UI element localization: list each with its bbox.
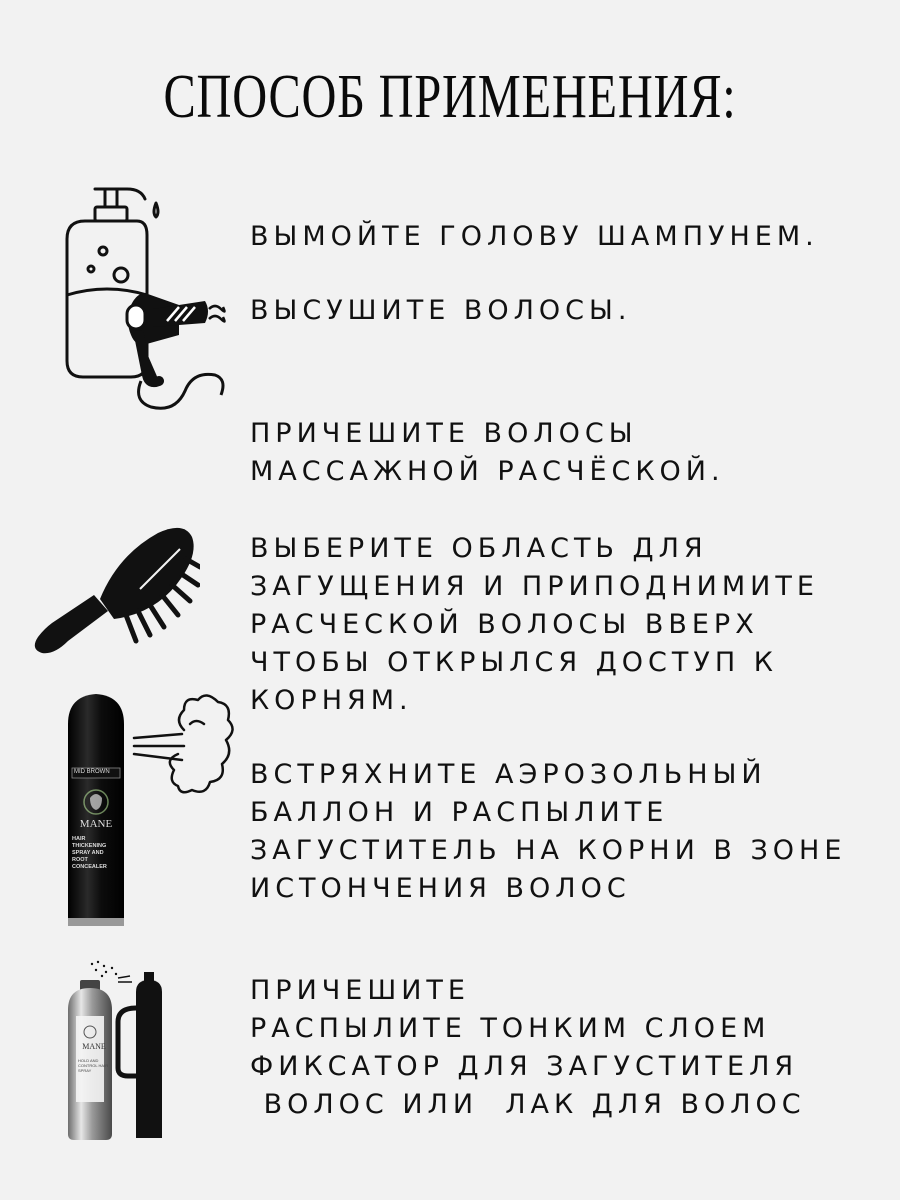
step-2-text: ВЫСУШИТЕ ВОЛОСЫ. [250, 295, 632, 326]
product-can [60, 690, 132, 930]
page-title: СПОСОБ ПРИМЕНЕНИЯ: [163, 63, 737, 131]
hair-dryer-icon [127, 293, 225, 408]
step-5-text: ВСТРЯХНИТЕ АЭРОЗОЛЬНЫЙ БАЛЛОН И РАСПЫЛИТЕ ЗАГУСТИТЕЛЬ НА КОРНИ В ЗОНЕ ИСТОНЧЕНИЯ ВОЛОС [250, 759, 847, 904]
fixer-can-brand: MANE [82, 1042, 106, 1051]
step-6-text: ПРИЧЕШИТЕ РАСПЫЛИТЕ ТОНКИМ СЛОЕМ ФИКСАТОР ДЛЯ ЗАГУСТИТЕЛЯ ВОЛОС ИЛИ ЛАК ДЛЯ ВОЛОС [250, 975, 806, 1120]
step-4-text: ВЫБЕРИТЕ ОБЛАСТЬ ДЛЯ ЗАГУЩЕНИЯ И ПРИПОДНИМИТЕ РАСЧЕСКОЙ ВОЛОСЫ ВВЕРХ ЧТОБЫ ОТКРЫЛСЯ ДОСТУП К КОРНЯМ. [250, 533, 819, 716]
step-1-text: ВЫМОЙТЕ ГОЛОВУ ШАМПУНЕМ. [250, 221, 819, 252]
can-shade-label: MID BROWN [74, 769, 110, 775]
can-brand: MANE [79, 818, 113, 830]
hair-brush-icon [30, 515, 200, 660]
can-product-name: HAIR THICKENING SPRAY AND ROOT CONCEALER [72, 836, 107, 870]
fixer-can-product-name: HOLD AND CONTROL HAIR SPRAY [78, 1058, 109, 1073]
step-3-text: ПРИЧЕШИТЕ ВОЛОСЫ МАССАЖНОЙ РАСЧЁСКОЙ. [250, 418, 725, 487]
shampoo-bottle-icon [55, 185, 230, 415]
spray-cloud-icon [130, 690, 240, 805]
